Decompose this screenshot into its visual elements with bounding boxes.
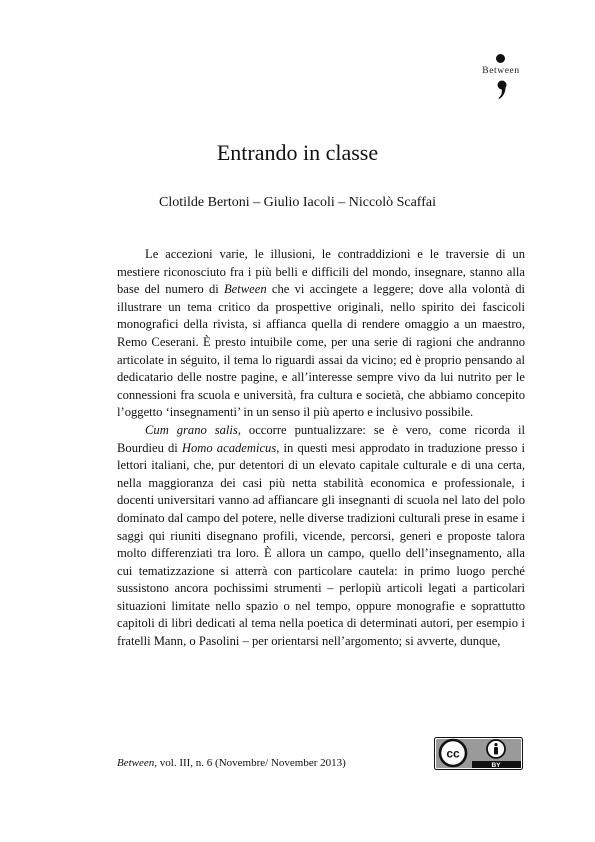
attribution-icon [487,740,505,758]
footer-journal-name: Between [117,757,155,769]
article-authors: Clotilde Bertoni – Giulio Iacoli – Niccolò Scaffai [159,195,436,210]
creative-commons-by-badge[interactable] [434,737,523,770]
logo-text: Between [482,66,520,76]
journal-logo [476,44,526,100]
footer-issue-details: , vol. III, n. 6 (Novembre/ November 2013) [154,757,346,769]
body-paragraph: Cum grano salis, occorre puntualizzare: se è vero, come ricorda il Bourdieu di Homo academicus, in questi mesi approdato in traduzione presso i lettori italiani, che, pur detentori di un elevato capitale culturale e di una certa, nella maggioranza dei casi più netta stabilità economica e professionale, i docenti universitari vanno ad affiancare gli insegnanti di scuola nel lato del polo dominato dal campo del potere, nelle diverse tradizioni culturali prese in esame i saggi qui riuniti disegnano profili, vicende, percorsi, generi e proposte talora molto differenziati tra loro. È allora un campo, quello dell’insegnamento, alla cui tematizzazione si atterrà con particolare cautela: in primo luogo perché sussistono ancora pochissimi strumenti – perlopiù articoli legati a particolari situazioni limitate nello spazio o nel tempo, oppure monografie e soprattutto capitoli di libri dedicati al tema nella poetica di determinati autori, per esempio i fratelli Mann, o Pasolini – per orientarsi nell’argomento; si avverte, dunque, [117,422,525,649]
cc-icon [440,740,466,766]
logo-dot-icon [496,54,505,63]
logo-comma-icon [496,80,508,100]
page-footer [117,757,346,769]
svg-text:cc: cc [446,746,460,761]
article-title: Entrando in classe [216,140,379,165]
article-body [117,246,525,651]
body-paragraph: Le accezioni varie, le illusioni, le contraddizioni e le traversie di un mestiere riconosciuto fra i più belli e difficili del mondo, insegnare, stanno alla base del numero di Between che vi accingete a leggere; dove alla volontà di illustrare un tema critico da prospettive originali, nello spirito dei fascicoli monografici della rivista, si affianca quella di rendere omaggio a un maestro, Remo Ceserani. È presto intuibile come, per una serie di ragioni che andranno articolate in séguito, il tema lo riguardi assai da vicino; ed è proprio pensando al dedicatario delle nostre pagine, e all’interesse sempre vivo da lui nutrito per le connessioni fra scuola e università, fra cultura e società, che abbiamo concepito l’oggetto ‘insegnamenti’ in un senso il più aperto e inclusivo possibile. [117,247,525,420]
by-label: BY [491,762,501,770]
